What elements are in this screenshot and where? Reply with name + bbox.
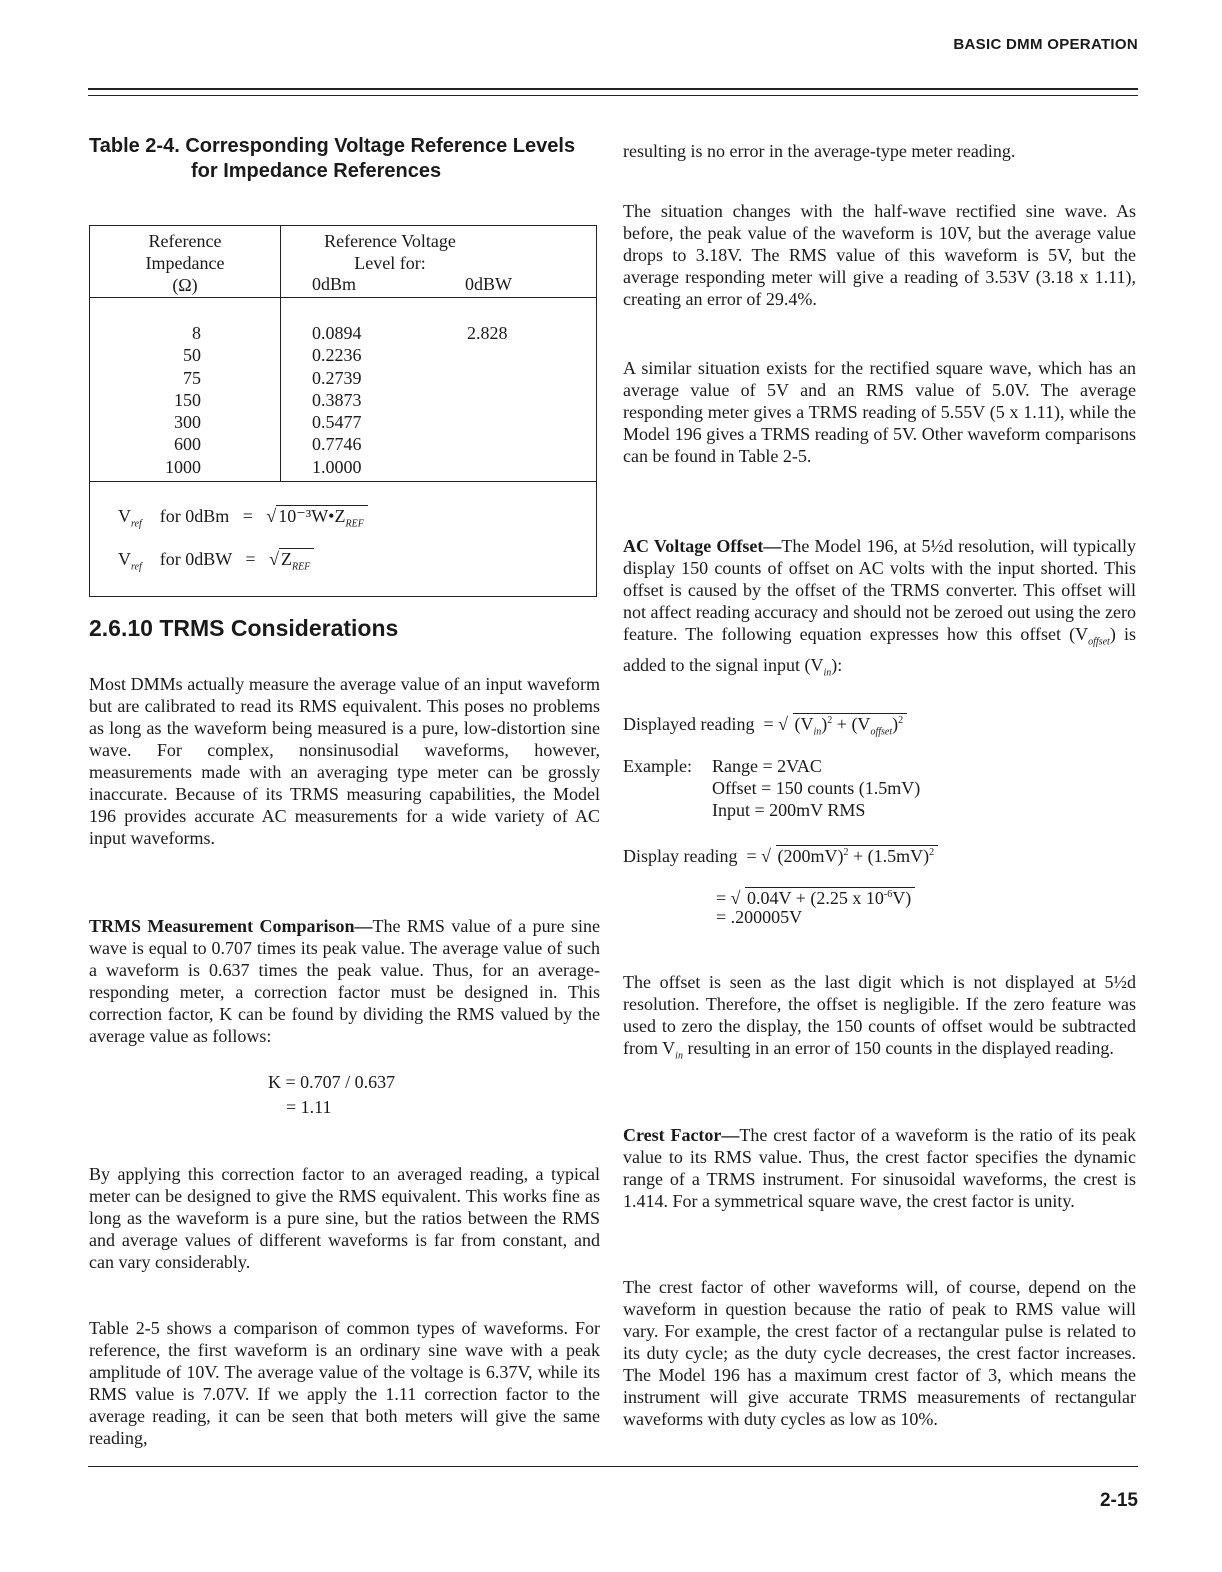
example-label: Example: bbox=[623, 756, 692, 776]
paragraph-table-2-5: Table 2-5 shows a comparison of common types of waveforms. For reference, the first waveform is an ordinary sine wave with a peak amplitude of 10V. The average value of the voltage is 6.37V, while its RMS value is 7.07V. If we apply the 1.11 correction factor to the average reading, it can be seen that both meters will give the same reading, bbox=[89, 1318, 600, 1448]
paragraph-crest-factor: Crest Factor—The crest factor of a waveform is the ratio of its peak value to its RMS value. Thus, the crest factor specifies the dynamic range of a TRMS instrument. For sinusoidal waveforms, the crest is 1.414. For a symmetrical square wave, the crest factor is unity. bbox=[623, 1125, 1137, 1211]
example-range: Range = 2VAC bbox=[712, 756, 822, 776]
footer-rule bbox=[88, 1466, 1138, 1467]
table-body-rule bbox=[90, 481, 596, 482]
equation-displayed-reading: Displayed reading = √ $(V_{in})^2 + (V_{offset})^2$ bbox=[623, 710, 907, 744]
table-header-rule bbox=[90, 297, 596, 298]
table-caption-line2: for Impedance References bbox=[191, 160, 442, 182]
equation-display-reading: Display reading = √ $(200mV)^2 + (1.5mV)^2$ bbox=[623, 842, 938, 867]
header-impedance: Reference Impedance (Ω) bbox=[145, 231, 225, 295]
paragraph-offset-negligible: The offset is seen as the last digit which is not displayed at 5½d resolution. Therefore, the offset is negligible. If the zero feature was used to zero the display, the 150 counts of offset would be subtracted from $V_{in}$ resulting in an error of 150 counts in the displayed reading. bbox=[623, 972, 1136, 1062]
paragraph-crest-factor-other: The crest factor of other waveforms will, of course, depend on the waveform in question because the ratio of peak to RMS value will vary. For example, the crest factor of a rectangular pulse is related to its duty cycle; as the duty cycle decreases, the crest factor increases. The Model 196 has a maximum crest factor of 3, which means the instrument will give accurate TRMS measurements of rectangular waveforms with duty cycles as low as 10%. bbox=[623, 1277, 1136, 1429]
header-0dbw: 0dBW bbox=[465, 274, 512, 294]
reference-table bbox=[89, 225, 597, 597]
table-row: 600 0.7746 bbox=[174, 434, 362, 455]
equation-result: = .200005V bbox=[716, 907, 803, 927]
paragraph-intro: Most DMMs actually measure the average value of an input waveform but are calibrated to read its RMS equivalent. This poses no problems as long as the waveform being measured is a pure, low-distortion sine wave. For complex, nonsinusodial waveforms, however, measurements made with an averaging type meter can be grossly inaccurate. Because of its TRMS measuring capabilities, the Model 196 provides accurate AC measurements for a wide variety of AC input waveforms. bbox=[89, 674, 600, 848]
paragraph-ac-voltage-offset: AC Voltage Offset—The Model 196, at 5½d resolution, will typically display 150 counts of offset on AC volts with the input shorted. This offset is caused by the offset of the TRMS converter. This offset will not affect reading accuracy and should not be zeroed out using the zero feature. The following equation expresses how this offset $(V_{offset})$ is added to the signal input $(V_{in})$: bbox=[623, 536, 1137, 679]
example-offset: Offset = 150 counts (1.5mV) bbox=[712, 778, 921, 798]
section-heading: 2.6.10 TRMS Considerations bbox=[89, 615, 399, 641]
equation-k: K = 0.707 / 0.637 bbox=[268, 1072, 396, 1092]
header-rule bbox=[88, 88, 1138, 90]
table-row: 150 0.3873 bbox=[174, 389, 362, 410]
page-number: 2-15 bbox=[1099, 1490, 1138, 1511]
equation-k-result: = 1.11 bbox=[286, 1097, 332, 1117]
paragraph-continuation: resulting is no error in the average-type meter reading. bbox=[623, 141, 1016, 161]
table-row: 50 0.2236 bbox=[183, 345, 362, 366]
table-caption-line1: Table 2-4. Corresponding Voltage Reference Levels bbox=[89, 135, 576, 157]
paragraph-square-wave: A similar situation exists for the rectified square wave, which has an average value of 5V and an RMS value of 5.0V. The average responding meter gives a TRMS reading of 5.55V (5 x 1.11), while the Model 196 gives a TRMS reading of 5V. Other waveform comparisons can be found in Table 2-5. bbox=[623, 358, 1136, 466]
header-0dbm: 0dBm bbox=[312, 274, 357, 294]
paragraph-correction-factor: By applying this correction factor to an averaged reading, a typical meter can be designed to give the RMS equivalent. This works fine as long as the waveform is a pure sine, but the ratios between the RMS and average values of different waveforms is far from constant, and can vary considerably. bbox=[89, 1164, 600, 1272]
header-reference-voltage: Reference Voltage Level for: bbox=[324, 231, 456, 273]
paragraph-half-wave: The situation changes with the half-wave rectified sine wave. As before, the peak value of the waveform is 10V, but the average value drops to 3.18V. The RMS value of this waveform is 5V, but the average responding meter will give a reading of 3.53V (3.18 x 1.11), creating an error of 29.4%. bbox=[623, 201, 1136, 309]
table-row: 300 0.5477 bbox=[174, 412, 362, 433]
formula-vref-0dbm: $V_{ref}$ for 0dBm = √ $10^{-3}W•Z_{REF}$ bbox=[118, 506, 368, 530]
equation-calculation: = √ 0.04V + (2.25 x $10^{-6}V$) bbox=[716, 884, 915, 909]
table-row: 8 0.0894 2.828 bbox=[192, 323, 508, 343]
table-body bbox=[90, 322, 596, 478]
paragraph-trms-comparison: TRMS Measurement Comparison—The RMS value of a pure sine wave is equal to 0.707 times its peak value. The average value of such a waveform is 0.637 times the peak value. Thus, for an average-responding meter, a correction factor must be designed in. This correction factor, K can be found by dividing the RMS valued by the average value as follows: bbox=[89, 916, 600, 1046]
running-header: BASIC DMM OPERATION bbox=[953, 36, 1138, 53]
table-caption bbox=[89, 134, 614, 184]
table-row: 75 0.2739 bbox=[183, 367, 362, 388]
example-input: Input = 200mV RMS bbox=[712, 800, 866, 820]
table-row: 1000 1.0000 bbox=[165, 456, 362, 477]
formula-vref-0dbw: $V_{ref}$ for 0dBW = √ $Z_{REF}$ bbox=[118, 549, 314, 573]
header-rule-secondary bbox=[88, 95, 1138, 96]
